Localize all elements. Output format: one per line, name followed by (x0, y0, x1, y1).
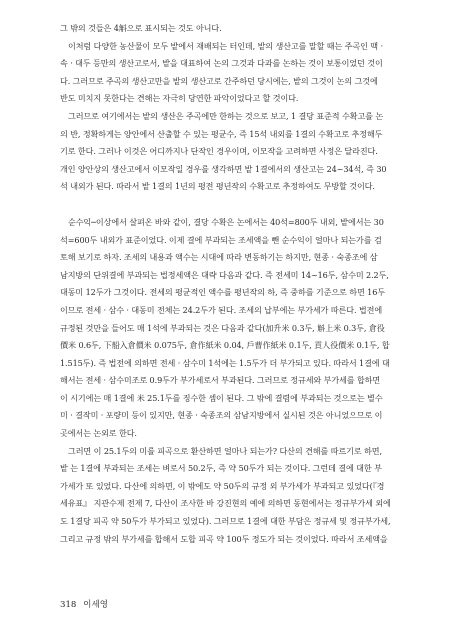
text-line: 반도 미치지 못한다는 견해는 자극히 당연한 파악이었다고 할 것이다. (60, 93, 299, 104)
text-line: 기로 한다. 그러나 이것은 어디까지나 단작인 경우이며, 이모작을 고려하면 사정은 달라진다. (60, 146, 378, 157)
text-line: 석=600두 내외가 표준이었다. 이제 결에 부과되는 조세액을 뺀 순수익이 얼마나 되는가를 검 (60, 234, 382, 245)
text-line: 가세가 또 있었다. 다산에 의하면, 이 밖에도 약 50두의 규정 외 부가세가 부과되고 있었다(『경 (60, 480, 385, 491)
text-line: 토해 보기로 하자. 조세의 내용과 액수는 시대에 따라 변동하기는 하지만, 현종 · 숙종조에 삼 (60, 252, 378, 263)
text-line: 그러면 이 25.1두의 미를 피곡으로 환산하면 얼마나 되는가? 다산의 견해를 따르기로 하면, (68, 445, 382, 456)
document-page (60, 20, 413, 548)
text-line: 이 시기에는 매 1결에 米 25.1두를 징수한 셈이 된다. 그 밖에 결렴에 부과되는 것으로는 별수 (60, 392, 383, 403)
page-number: 318 (60, 600, 77, 610)
text-line: 속 · 대두 등만의 생산고로서, 밭을 대표하여 논의 그것과 다과를 논하는 것이 보통이었던 것이 (60, 58, 383, 69)
text-line: 다. 그러므로 주곡의 생산고만을 밭의 생산고로 간주하던 당시에는, 밭의 그것이 논의 그것에 (60, 75, 378, 86)
text-line: 석 내외가 된다. 따라서 밭 1결의 1년의 평전 평년작의 수확고로 추정하여도 무방할 것이다. (60, 181, 375, 192)
page-footer (60, 598, 108, 610)
text-line: 그 밖의 것들은 4斛으로 표시되는 것도 아니다. (60, 23, 222, 33)
paragraph-gap (60, 196, 413, 214)
text-line: 그러므로 여기에서는 밭의 생산은 주곡에만 한하는 것으로 보고, 1 결당 표준적 수확고를 논 (68, 110, 384, 121)
text-line: 개인 양안상의 생산고에서 이모작일 경우를 생각하면 밭 1결에서의 생산고는 24~34석, 즉 30 (60, 163, 387, 174)
text-line: 해서는 전세 · 삼수미조로 0.9두가 부가세로서 부과된다. 그러므로 정규세와 부가세를 합하면 (60, 375, 381, 386)
text-line: 價米 0.6두, 下船入倉價米 0.075두, 倉作紙米 0.04, 戶曹作紙米 0.1두, 貢人役價米 0.1두, 합 (60, 340, 390, 351)
text-line: 남지방의 단위결에 부과되는 법정세액은 대략 다음과 같다. 즉 전세미 14~16두, 삼수미 2.2두, (60, 269, 389, 280)
text-line: 세유표』 지관수제 전제 7, 다산이 조사한 바 강진현의 예에 의하면 동현에서는 정규부가세 외에 (60, 498, 391, 509)
text-line: 미 · 결작미 · 포량미 등이 있지만, 현종 · 숙종조의 삼남지방에서 실시된 것은 아니었으므로 이 (60, 410, 383, 421)
paragraph-1 (60, 20, 413, 196)
paragraph-2 (60, 214, 413, 548)
text-line: 대동미 12두가 그것이다. 전세의 평균적인 액수를 평년작의 하, 즉 중하를 기준으로 하면 16두 (60, 287, 385, 298)
text-line: 그리고 규정 밖의 부가세를 합해서 도합 피곡 약 100두 정도가 되는 것이었다. 따라서 조세액을 (60, 533, 388, 544)
text-line: 곳에서는 논외로 한다. (60, 428, 137, 439)
text-line: 의 반, 정확하게는 양안에서 산출할 수 있는 평균수, 즉 15석 내외를 1결의 수확고로 추정해두 (60, 128, 383, 139)
text-line: 순수익─이상에서 살펴온 바와 같이, 결당 수확은 논에서는 40석=800두 내외, 밭에서는 30 (68, 216, 384, 227)
text-line: 이처럼 다양한 농산물이 모두 밭에서 재배되는 터인데, 밭의 생산고를 말할 때는 주곡인 맥 · (68, 40, 383, 51)
text-line: 1.515두). 즉 법전에 의하면 전세 · 삼수미 1석에는 1.5두가 더 부가되고 있다. 따라서 1결에 대 (60, 357, 390, 368)
author-name: 이세영 (83, 600, 109, 610)
text-line: 이므로 전세 · 삼수 · 대동미 전체는 24.2두가 된다. 조세의 납부에는 부가세가 따른다. 법전에 (60, 304, 383, 315)
text-line: 규정된 것만을 들어도 매 1석에 부과되는 것은 다음과 같다(加升米 0.3두, 斛上米 0.3두, 倉役 (60, 322, 385, 333)
text-line: 밭 는 1결에 부과되는 조세는 벼로서 50.2두, 즉 약 50두가 되는 것이다. 그런데 결에 대한 부 (60, 463, 382, 474)
text-line: 도 1결당 피곡 약 50두가 부가되고 있었다). 그러므로 1결에 대한 부담은 정규세 및 정규부가세, (60, 516, 391, 527)
